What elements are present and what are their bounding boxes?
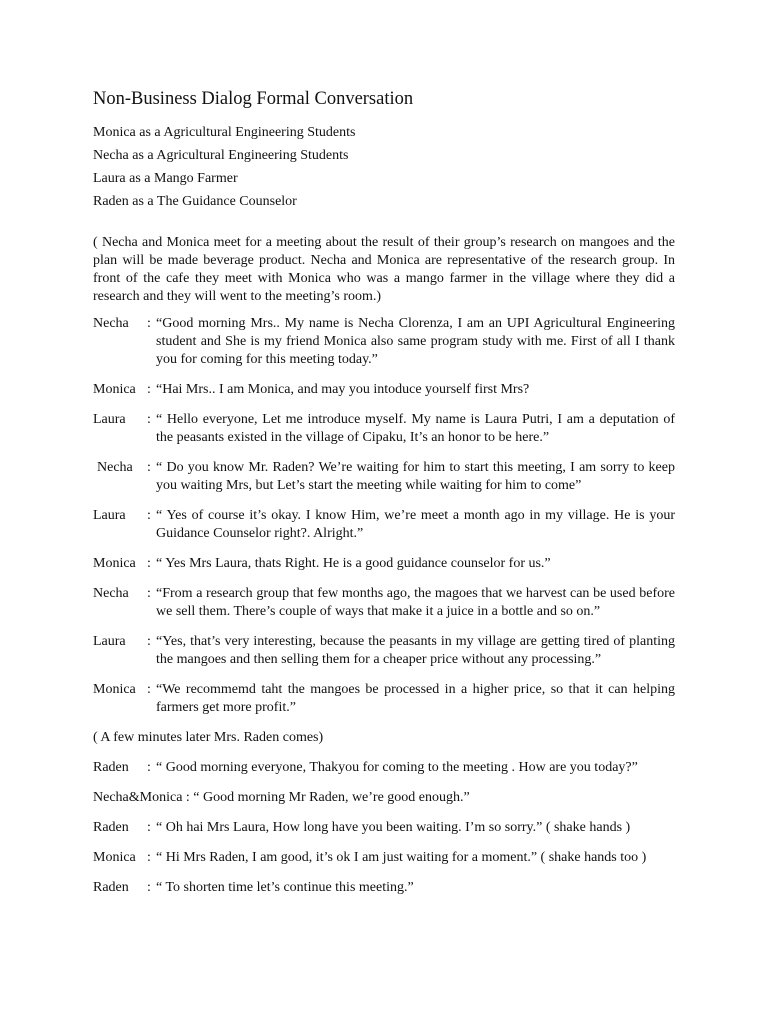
speaker-name: Necha (97, 460, 133, 475)
speaker-colon: : (147, 820, 151, 835)
speaker-colon: : (147, 316, 151, 331)
joint-dialog-line: Necha&Monica : “ Good morning Mr Raden, we’re good enough.” (93, 790, 470, 805)
speech-text: “ Good morning everyone, Thakyou for coming to the meeting . How are you today?” (156, 760, 638, 775)
speaker-name: Laura (93, 508, 126, 523)
speech-text: “Hai Mrs.. I am Monica, and may you intoduce yourself first Mrs? (156, 382, 530, 397)
dialog-line (93, 507, 675, 543)
role-line: Raden as a The Guidance Counselor (93, 194, 297, 209)
speaker-name: Necha (93, 316, 129, 331)
speech-text: “ Yes of course it’s okay. I know Him, we’re meet a month ago in my village. He is your Guidance Counselor right?. Alright.” (156, 508, 675, 541)
speaker-colon: : (147, 460, 151, 475)
dialog-line (93, 381, 675, 399)
dialog-line (93, 585, 675, 621)
document-title: Non-Business Dialog Formal Conversation (93, 89, 414, 109)
speech-text: “Yes, that’s very interesting, because the peasants in my village are getting tired of planting the mangoes and then selling them for a cheaper price without any processing.” (156, 634, 675, 667)
dialog-line (93, 633, 675, 669)
dialog-line (93, 849, 675, 867)
speech-text: “ Hi Mrs Raden, I am good, it’s ok I am just waiting for a moment.” ( shake hands too ) (156, 850, 647, 865)
dialog-line (93, 459, 675, 495)
speaker-colon: : (147, 880, 151, 895)
role-line: Monica as a Agricultural Engineering Students (93, 125, 356, 140)
speech-text: “ To shorten time let’s continue this meeting.” (156, 880, 414, 895)
speech-text: “ Hello everyone, Let me introduce myself. My name is Laura Putri, I am a deputation of the peasants existed in the village of Cipaku, It’s an honor to be here.” (156, 412, 675, 445)
speaker-name: Monica (93, 556, 136, 571)
speaker-name: Necha (93, 586, 129, 601)
dialog-line (93, 879, 675, 897)
speaker-colon: : (147, 760, 151, 775)
speech-text: “We recommemd taht the mangoes be processed in a higher price, so that it can helping farmers get more profit.” (156, 682, 675, 715)
speaker-name: Laura (93, 412, 126, 427)
interlude-narration: ( A few minutes later Mrs. Raden comes) (93, 730, 324, 745)
speaker-name: Raden (93, 820, 129, 835)
speaker-colon: : (147, 412, 151, 427)
speech-text: “ Yes Mrs Laura, thats Right. He is a good guidance counselor for us.” (156, 556, 551, 571)
speaker-colon: : (147, 508, 151, 523)
speech-text: “ Do you know Mr. Raden? We’re waiting for him to start this meeting, I am sorry to keep you waiting Mrs, but Let’s start the meeting while waiting for him to come” (156, 460, 675, 493)
speaker-colon: : (147, 556, 151, 571)
speaker-colon: : (147, 382, 151, 397)
intro-narration: ( Necha and Monica meet for a meeting about the result of their group’s research on mangoes and the plan will be made beverage product. Necha and Monica are representative of the research group. In front of the cafe they meet with Monica who was a mango farmer in the village where they did a research and they will went to the meeting’s room.) (93, 235, 675, 304)
speaker-colon: : (147, 586, 151, 601)
speaker-name: Laura (93, 634, 126, 649)
speaker-name: Monica (93, 682, 136, 697)
dialog-line (93, 315, 675, 369)
dialog-line (93, 759, 675, 777)
speech-text: “Good morning Mrs.. My name is Necha Clorenza, I am an UPI Agricultural Engineering student and She is my friend Monica also same program study with me. First of all I thank you for coming for this meeting today.” (156, 316, 675, 367)
speech-text: “From a research group that few months ago, the magoes that we harvest can be used before we sell them. There’s couple of ways that make it a juice in a bottle and so on.” (156, 586, 675, 619)
dialog-line (93, 681, 675, 717)
speaker-colon: : (147, 850, 151, 865)
role-line: Necha as a Agricultural Engineering Students (93, 148, 349, 163)
speaker-name: Raden (93, 880, 129, 895)
dialog-line (93, 819, 675, 837)
speaker-colon: : (147, 634, 151, 649)
roles-list (93, 121, 675, 213)
speech-text: “ Oh hai Mrs Laura, How long have you been waiting. I’m so sorry.” ( shake hands ) (156, 820, 631, 835)
speaker-name: Monica (93, 850, 136, 865)
dialog-line (93, 555, 675, 573)
dialog-line (93, 411, 675, 447)
role-line: Laura as a Mango Farmer (93, 171, 238, 186)
speaker-name: Raden (93, 760, 129, 775)
document-page (93, 86, 675, 909)
speaker-colon: : (147, 682, 151, 697)
speaker-name: Monica (93, 382, 136, 397)
